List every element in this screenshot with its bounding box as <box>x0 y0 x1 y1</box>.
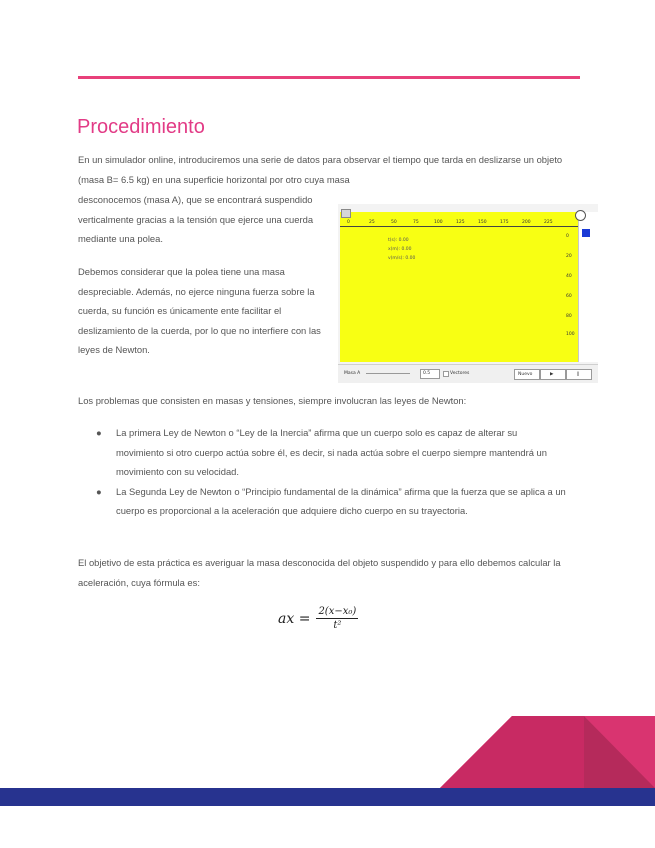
formula-lhs: ax = <box>278 610 311 627</box>
top-rule <box>78 76 580 79</box>
vectors-label: Vectores <box>450 371 470 376</box>
x-tick: 100 <box>434 220 443 225</box>
x-tick: 150 <box>478 220 487 225</box>
formula-numerator: 2(x−x₀) <box>318 606 357 617</box>
bullet-icon: ● <box>96 427 102 438</box>
readout-velocity: v(m/s): 0.00 <box>388 256 416 261</box>
list-item-text: La primera Ley de Newton o “Ley de la Inercia” afirma que un cuerpo solo es capaz de alterar su movimiento si otro cuerpo actúa sobre él, es decir, si nada actúa sobre el cuerpo siempre mantendrá un movimiento con su velocidad. <box>116 427 547 478</box>
readout-position: x(m): 0.00 <box>388 247 412 252</box>
page-title: Procedimiento <box>77 116 205 138</box>
newton-laws-list <box>96 423 566 521</box>
y-tick: 80 <box>566 314 572 319</box>
x-tick: 75 <box>413 220 419 225</box>
x-tick: 25 <box>369 220 375 225</box>
simulator-controls <box>338 364 598 383</box>
vectors-checkbox[interactable] <box>443 371 449 377</box>
paragraph-pulley: Debemos considerar que la polea tiene una masa despreciable. Además, no ejerce ninguna fuerza sobre la cuerda, su función es únicamente ente facilitar el deslizamiento de la cuerda, por lo que no interfiere con las leyes de Newton. <box>78 266 321 356</box>
paragraph-intro-continued: desconocemos (masa A), que se encontrará suspendido verticalmente gracias a la tensión que ejerce una cuerda mediante una polea. <box>78 194 314 245</box>
x-tick: 125 <box>456 220 465 225</box>
play-icon: ▶ <box>550 372 554 377</box>
paragraph-newton-intro: Los problemas que consisten en masas y tensiones, siempre involucran las leyes de Newton: <box>78 395 467 406</box>
list-item <box>96 423 566 482</box>
list-item <box>96 482 566 521</box>
pause-icon: ‖ <box>577 372 580 377</box>
footer-band <box>0 788 655 806</box>
list-item-text: La Segunda Ley de Newton o “Principio fundamental de la dinámica” afirma que la fuerza que se aplica a un cuerpo es proporcional a la aceleración que adquiere dicho cuerpo en su trayectoria. <box>116 485 566 517</box>
new-button[interactable] <box>514 369 540 380</box>
pulley-icon <box>575 210 586 221</box>
y-tick: 100 <box>566 332 575 337</box>
block-b <box>341 209 351 218</box>
mass-slider[interactable] <box>366 373 410 374</box>
formula-fraction <box>316 606 358 631</box>
footer-decoration <box>0 700 655 790</box>
paragraph-objective: El objetivo de esta práctica es averiguar la masa desconocida del objeto suspendido y para ello debemos calcular la aceleración, cuya fórmula es: <box>78 557 561 588</box>
mass-input[interactable] <box>420 369 440 379</box>
new-button-label: Nuevo <box>518 372 533 377</box>
footer-dark-pink-shape <box>440 716 584 788</box>
x-tick: 175 <box>500 220 509 225</box>
play-button[interactable] <box>540 369 566 380</box>
mass-label: Masa A <box>344 371 361 376</box>
x-tick: 225 <box>544 220 553 225</box>
y-tick: 40 <box>566 274 572 279</box>
block-a <box>582 229 590 237</box>
formula-denominator: t² <box>333 620 342 631</box>
x-tick: 50 <box>391 220 397 225</box>
x-tick: 200 <box>522 220 531 225</box>
x-tick: 0 <box>347 220 350 225</box>
simulator-image <box>338 204 598 382</box>
y-tick: 0 <box>566 234 569 239</box>
bullet-icon: ● <box>96 485 102 497</box>
y-tick: 20 <box>566 254 572 259</box>
paragraph-intro: En un simulador online, introduciremos una serie de datos para observar el tiempo que tarda en deslizarse un objeto (masa B= 6.5 kg) en una superficie horizontal por otro cuya masa <box>78 154 563 185</box>
pause-button[interactable] <box>566 369 592 380</box>
mass-value: 0.5 <box>423 371 431 376</box>
y-tick: 60 <box>566 294 572 299</box>
simulator-canvas <box>340 212 578 362</box>
acceleration-formula <box>278 606 358 631</box>
readout-time: t(s): 0.00 <box>388 238 409 243</box>
